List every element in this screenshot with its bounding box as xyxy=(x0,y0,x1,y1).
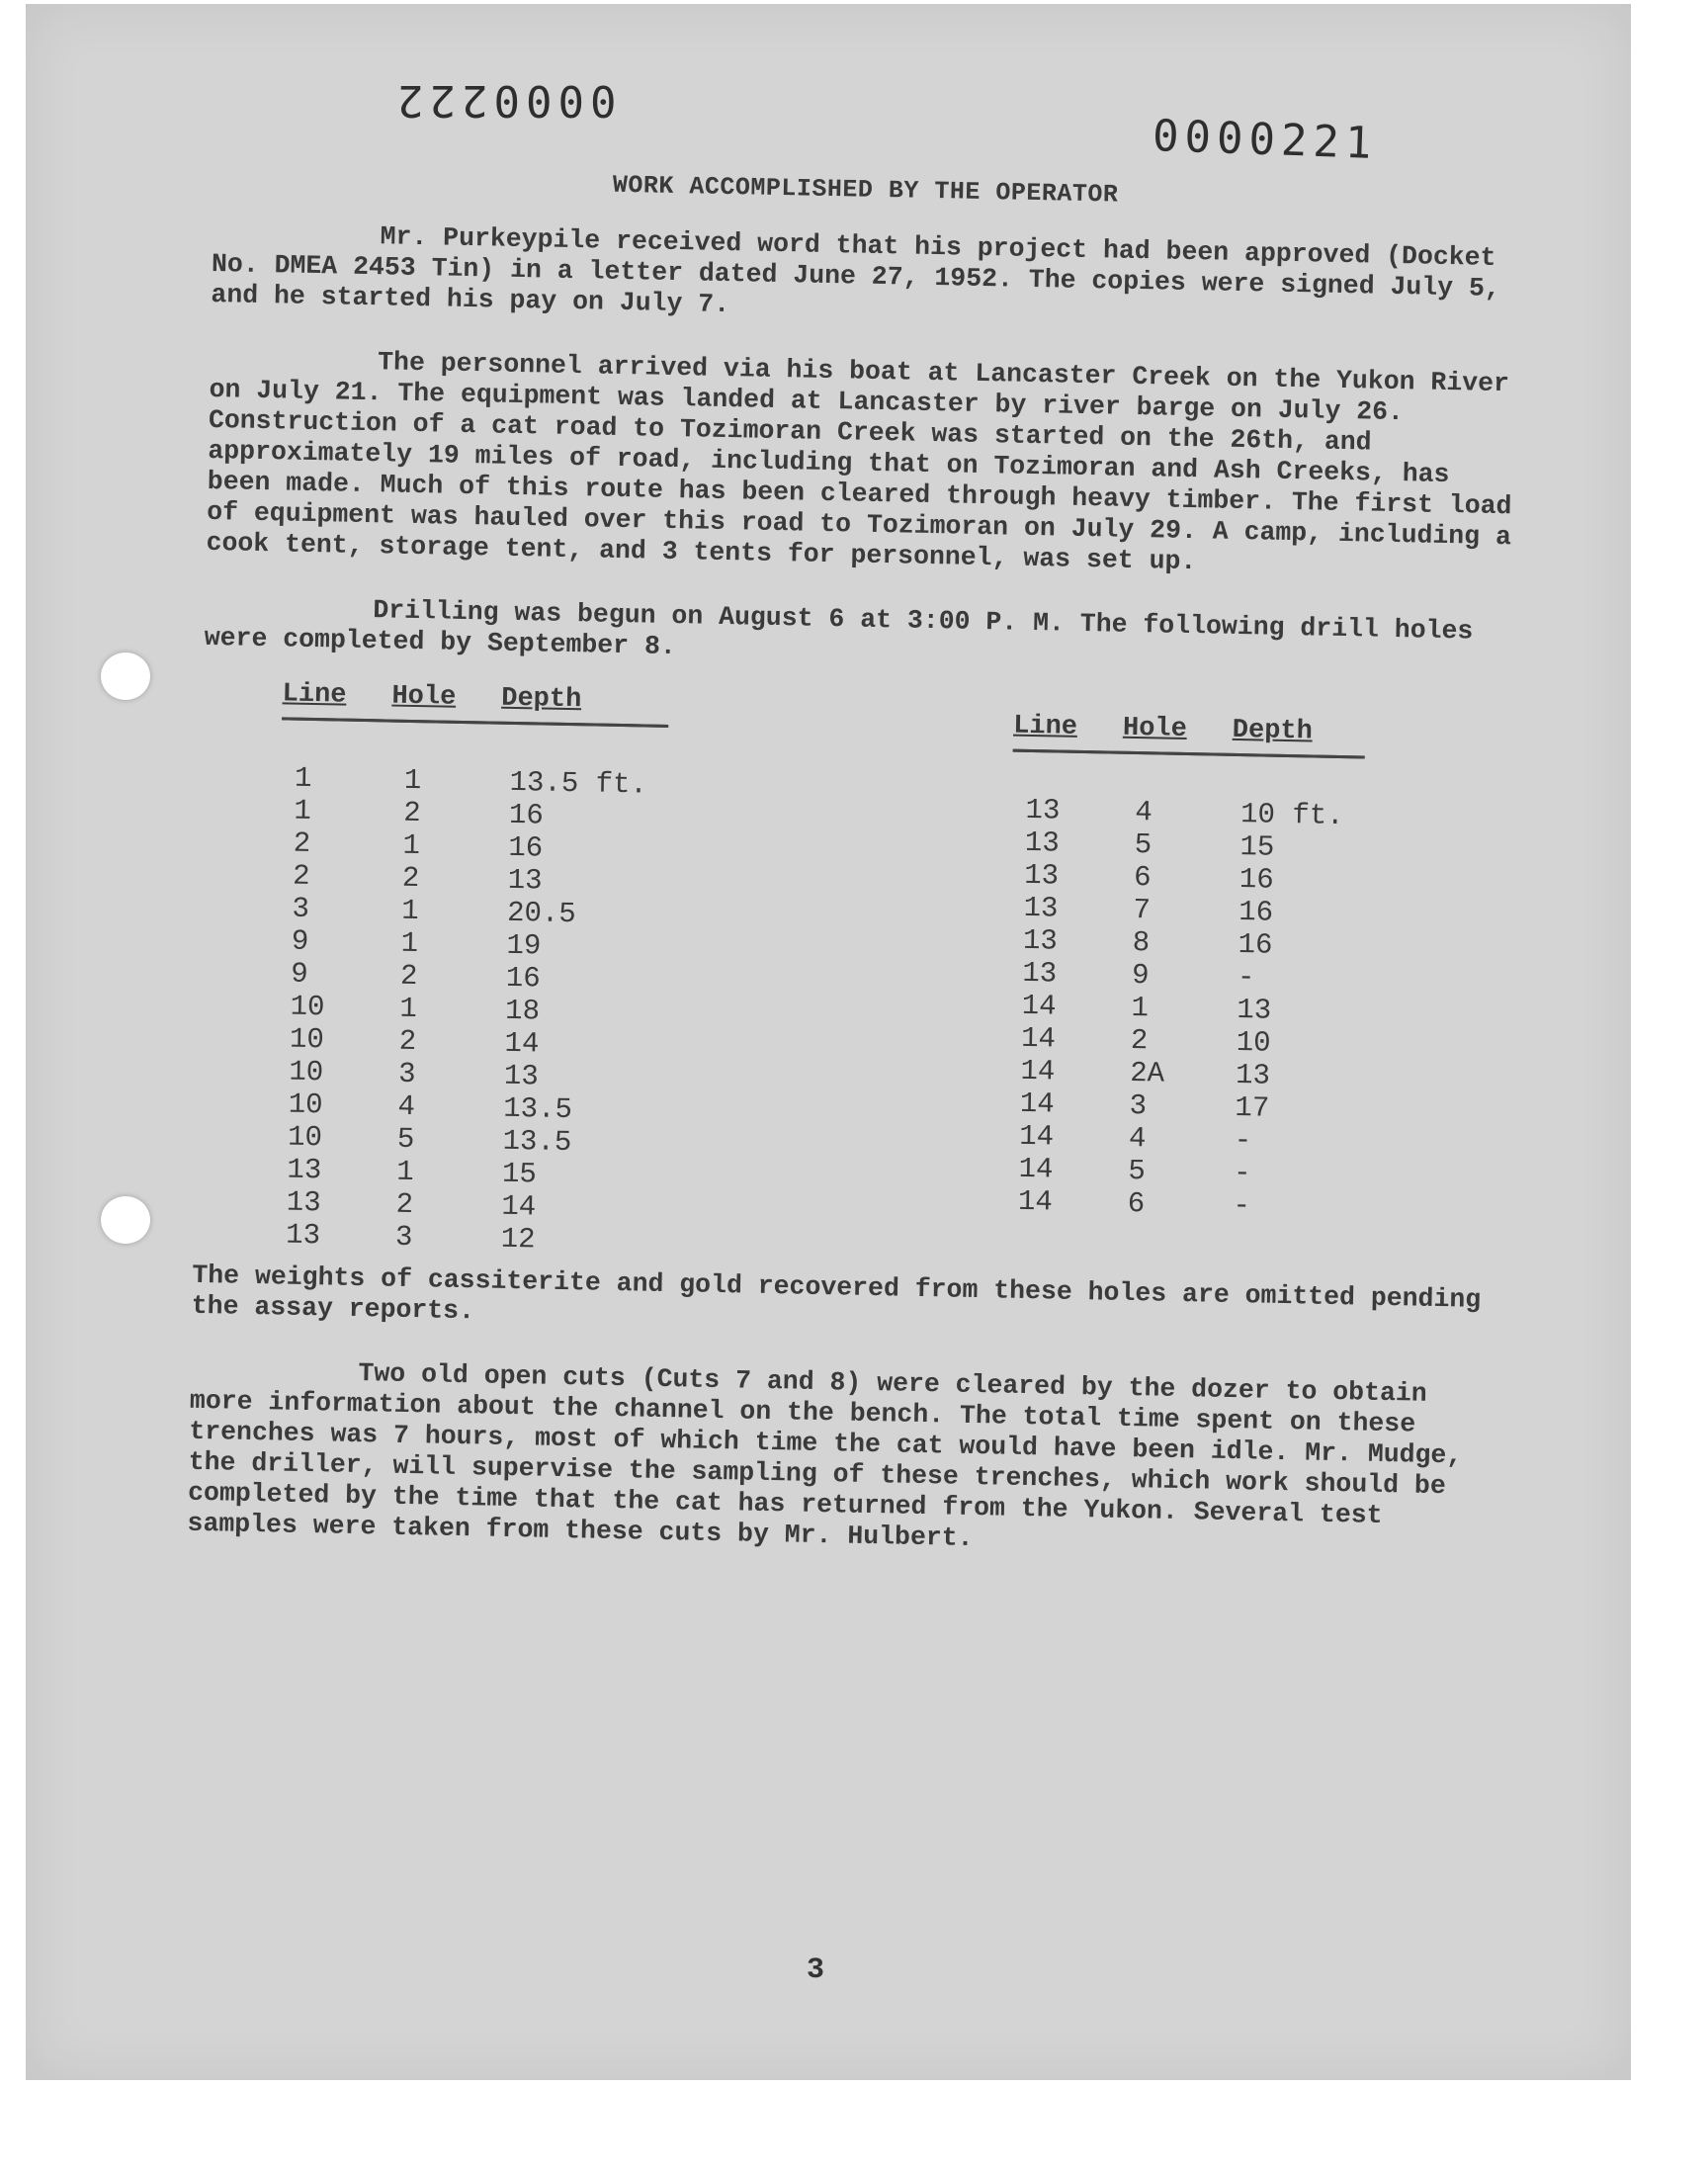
cell-hole: 9 xyxy=(1131,958,1150,993)
cell-depth: 15 xyxy=(1239,830,1275,864)
drill-table-right xyxy=(1004,711,1366,1225)
cell-hole: 4 xyxy=(1128,1121,1147,1156)
cell-line: 13 xyxy=(1023,891,1059,925)
cell-line: 2 xyxy=(293,826,311,861)
cell-line: 3 xyxy=(292,892,310,925)
cell-depth: 16 xyxy=(1238,863,1275,897)
cell-depth: 16 xyxy=(508,830,544,865)
cell-depth: 19 xyxy=(506,928,542,963)
table-row xyxy=(1004,1185,1357,1225)
punch-hole-top xyxy=(101,652,150,700)
cell-hole: 4 xyxy=(1135,796,1153,829)
cell-hole: 1 xyxy=(399,992,418,1026)
cell-line: 10 xyxy=(290,990,325,1024)
cell-line: 1 xyxy=(294,794,312,828)
cell-hole: 1 xyxy=(1131,991,1150,1025)
drill-table-left xyxy=(272,678,669,1258)
paragraph-open-cuts: Two old open cuts (Cuts 7 and 8) were cleared by the dozer to obtain more information about the channel on the bench. The total time spent on these trenches was 7 hours, most of which time the cat would have been idle. Mr. Mudge, the driller, will supervise the sampling of these trenches, which work should be completed by the time that the cat has returned from the Yukon. Several test samples were taken from these cuts by Mr. Hulbert. xyxy=(187,1358,1463,1554)
cell-line: 14 xyxy=(1018,1152,1054,1186)
cell-hole: 5 xyxy=(1128,1154,1147,1188)
column-header-hole: Hole xyxy=(1122,713,1188,745)
punch-hole-bottom xyxy=(101,1196,150,1244)
document-page xyxy=(26,4,1631,2080)
cell-hole: 3 xyxy=(1129,1088,1148,1123)
cell-line: 9 xyxy=(290,957,308,991)
cell-depth: 10 xyxy=(1236,1026,1271,1060)
cell-depth: 16 xyxy=(1238,896,1274,929)
cell-depth: 13.5 ft. xyxy=(509,765,648,802)
table-row xyxy=(281,719,668,802)
cell-line: 13 xyxy=(1024,826,1061,860)
cell-hole: 2 xyxy=(1130,1023,1149,1058)
cell-hole: 1 xyxy=(400,894,420,928)
cell-depth: 14 xyxy=(501,1189,537,1224)
cell-hole: 6 xyxy=(1133,861,1152,895)
document-stamp-left: 0000222 xyxy=(391,75,617,126)
cell-depth: 15 xyxy=(501,1157,538,1191)
cell-line: 13 xyxy=(285,1218,321,1253)
cell-hole: 4 xyxy=(397,1089,416,1124)
cell-hole: 2A xyxy=(1129,1056,1165,1090)
cell-hole: 1 xyxy=(403,763,422,798)
cell-depth: 13.5 xyxy=(502,1091,573,1127)
cell-depth: 16 xyxy=(508,798,545,832)
cell-depth: 20.5 xyxy=(506,896,577,931)
page-title: WORK ACCOMPLISHED BY THE OPERATOR xyxy=(612,170,1119,210)
cell-depth: 14 xyxy=(504,1026,540,1061)
cell-depth: 10 ft. xyxy=(1239,798,1344,833)
cell-hole: 2 xyxy=(395,1187,414,1222)
cell-depth: 16 xyxy=(505,961,541,996)
cell-line: 10 xyxy=(287,1120,323,1155)
cell-hole: 3 xyxy=(397,1057,416,1091)
cell-line: 2 xyxy=(292,859,310,894)
paragraph-approval: Mr. Purkeypile received word that his project had been approved (Docket No. DMEA 2453 Tin) in a letter dated June 27, 1952. The copies were signed July 5, and he started his pay on July 7. xyxy=(211,221,1501,320)
table-row xyxy=(272,1218,658,1258)
cell-hole: 5 xyxy=(1134,828,1153,862)
document-stamp-right: 0000221 xyxy=(1152,111,1379,169)
cell-line: 10 xyxy=(289,1022,325,1057)
cell-line: 14 xyxy=(1018,1119,1055,1154)
cell-hole: 1 xyxy=(402,828,421,863)
cell-hole: 1 xyxy=(395,1155,414,1189)
column-header-line: Line xyxy=(1012,711,1078,742)
cell-line: 13 xyxy=(1025,793,1061,827)
column-header-hole: Hole xyxy=(391,681,457,713)
cell-depth: 13.5 xyxy=(502,1124,572,1160)
cell-line: 14 xyxy=(1020,1021,1057,1056)
cell-hole: 2 xyxy=(402,796,421,830)
cell-line: 13 xyxy=(1022,923,1059,958)
cell-hole: 5 xyxy=(396,1122,415,1157)
cell-depth: 18 xyxy=(504,994,541,1028)
paragraph-weights: The weights of cassiterite and gold recovered from these holes are omitted pending the assay reports. xyxy=(191,1260,1482,1327)
cell-depth: - xyxy=(1233,1189,1251,1223)
cell-line: 13 xyxy=(1022,956,1058,991)
drill-hole-tables xyxy=(193,677,1508,1265)
paragraph-drilling: Drilling was begun on August 6 at 3:00 P. M. The following drill holes were completed by September 8. xyxy=(204,595,1474,662)
cell-line: 10 xyxy=(288,1088,323,1122)
cell-depth: - xyxy=(1234,1124,1252,1158)
cell-hole: 2 xyxy=(398,1024,417,1059)
cell-line: 13 xyxy=(286,1185,321,1220)
cell-depth: 13 xyxy=(503,1059,540,1093)
cell-hole: 2 xyxy=(401,861,420,896)
cell-hole: 1 xyxy=(400,926,419,961)
cell-line: 14 xyxy=(1017,1184,1054,1219)
cell-line: 14 xyxy=(1020,1054,1056,1088)
cell-line: 14 xyxy=(1019,1087,1055,1121)
table-row xyxy=(1011,750,1364,832)
paragraph-personnel: The personnel arrived via his boat at Lancaster Creek on the Yukon River on July 21. The equipment was landed at Lancaster by river barge on July 26. Construction of a cat road to Tozimoran Creek was started on the 26th, and approximately 19 miles of road, including that on Tozimoran and Ash Creeks, has been made. Much of this route has been cleared through heavy timber. The first load of equipment was hauled over this road to Tozimoran on July 29. A camp, including a cook tent, storage tent, and 3 tents for personnel, was set up. xyxy=(206,347,1512,577)
column-header-depth: Depth xyxy=(1232,715,1314,747)
cell-line: 13 xyxy=(287,1153,322,1187)
cell-hole: 6 xyxy=(1127,1186,1146,1221)
cell-depth: - xyxy=(1237,961,1255,995)
cell-depth: 12 xyxy=(500,1222,536,1257)
cell-depth: 13 xyxy=(1235,1059,1271,1092)
cell-depth: 13 xyxy=(507,863,543,898)
cell-line: 1 xyxy=(294,761,312,796)
column-header-depth: Depth xyxy=(500,683,582,716)
cell-depth: 16 xyxy=(1238,928,1273,962)
cell-hole: 8 xyxy=(1132,925,1151,960)
page-number: 3 xyxy=(807,1954,825,1987)
cell-line: 10 xyxy=(289,1055,324,1089)
cell-line: 9 xyxy=(291,924,309,958)
cell-line: 14 xyxy=(1021,989,1057,1023)
cell-depth: 13 xyxy=(1237,994,1272,1027)
cell-depth: 17 xyxy=(1235,1091,1270,1125)
cell-depth: - xyxy=(1233,1157,1251,1190)
cell-hole: 7 xyxy=(1133,894,1152,927)
column-header-line: Line xyxy=(282,679,347,711)
cell-hole: 3 xyxy=(394,1220,413,1255)
cell-hole: 2 xyxy=(399,959,418,994)
cell-line: 13 xyxy=(1023,858,1060,893)
page-body xyxy=(187,162,1518,1598)
